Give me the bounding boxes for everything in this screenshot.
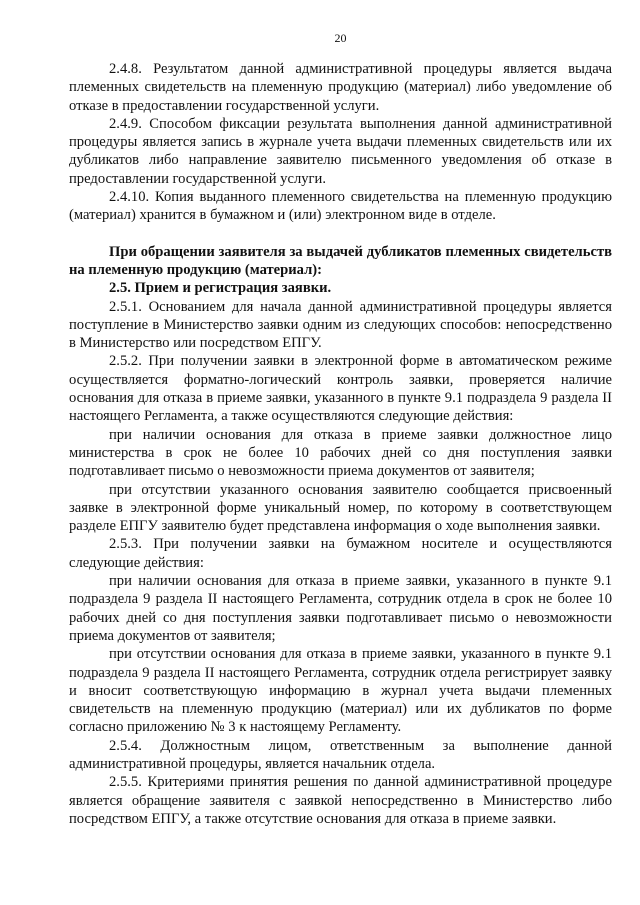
page-number: 20 [334,31,347,45]
section-spacer [69,225,612,243]
paragraph-2-5-4: 2.5.4. Должностным лицом, ответственным за выполнение данной административной процедуры, является начальник отдела. [69,737,612,772]
paragraph-2-5-3-no-refusal: при отсутствии основания для отказа в приеме заявки, указанного в пункте 9.1 подраздела 9 раздела II настоящего Регламента, сотрудник отдела регистрирует заявку и вносит соответствующую информацию в журнал учета выдачи племенных свидетельств на племенную продукцию (материал) или их дубликатов по форме согласно приложению № 3 к настоящему Регламенту. [69,646,612,736]
paragraph-2-5-3: 2.5.3. При получении заявки на бумажном носителе и осуществляются следующие действия: [69,536,612,571]
paragraph-2-4-10: 2.4.10. Копия выданного племенного свидетельства на племенную продукцию (материал) хранится в бумажном и (или) электронном виде в отделе. [69,189,612,224]
document-body [69,60,612,828]
paragraph-2-4-8: 2.4.8. Результатом данной административной процедуры является выдача племенных свидетельств на племенную продукцию (материал) либо уведомление об отказе в предоставлении государственной услуги. [69,61,612,114]
section-2-5-heading: 2.5. Прием и регистрация заявки. [109,280,332,297]
paragraph-2-5-5: 2.5.5. Критериями принятия решения по данной административной процедуре является обращение заявителя с заявкой непосредственно в Министерство либо посредством ЕПГУ, а также отсутствие основания для отказа в приеме заявки. [69,774,612,827]
paragraph-2-5-1: 2.5.1. Основанием для начала данной административной процедуры является поступление в Министерство заявки одним из следующих способов: непосредственно в Министерство или посредством ЕПГУ. [69,298,612,352]
duplicate-request-heading: При обращении заявителя за выдачей дубликатов племенных свидетельств на племенную продукцию (материал): [69,243,612,278]
paragraph-2-4-9: 2.4.9. Способом фиксации результата выполнения данной административной процедуры является запись в журнале учета выдачи племенных свидетельств или их дубликатов либо направление заявителю письменного уведомления об отказе в предоставлении государственной услуги. [69,115,612,187]
paragraph-2-5-2-no-refusal: при отсутствии указанного основания заявителю сообщается присвоенный заявке в электронной форме уникальный номер, по которому в соответствующем разделе ЕПГУ заявителю будет представлена информация о ходе выполнения заявки. [69,481,612,535]
paragraph-2-5-3-refusal: при наличии основания для отказа в приеме заявки, указанного в пункте 9.1 подраздела 9 раздела II настоящего Регламента, сотрудник отдела в срок не более 10 рабочих дней со дня поступления заявки подготавливает письмо о невозможности приема документов от заявителя; [69,573,612,644]
paragraph-2-5-2-refusal: при наличии основания для отказа в приеме заявки должностное лицо министерства в срок не более 10 рабочих дней со дня поступления заявки подготавливает письмо о невозможности приема документов от заявителя; [69,426,612,480]
paragraph-2-5-2: 2.5.2. При получении заявки в электронной форме в автоматическом режиме осуществляется форматно-логический контроль заявки, проверяется наличие основания для отказа в приеме заявки, указанного в пункте 9.1 подраздела 9 раздела II настоящего Регламента, а также осуществляются следующие действия: [69,353,612,425]
